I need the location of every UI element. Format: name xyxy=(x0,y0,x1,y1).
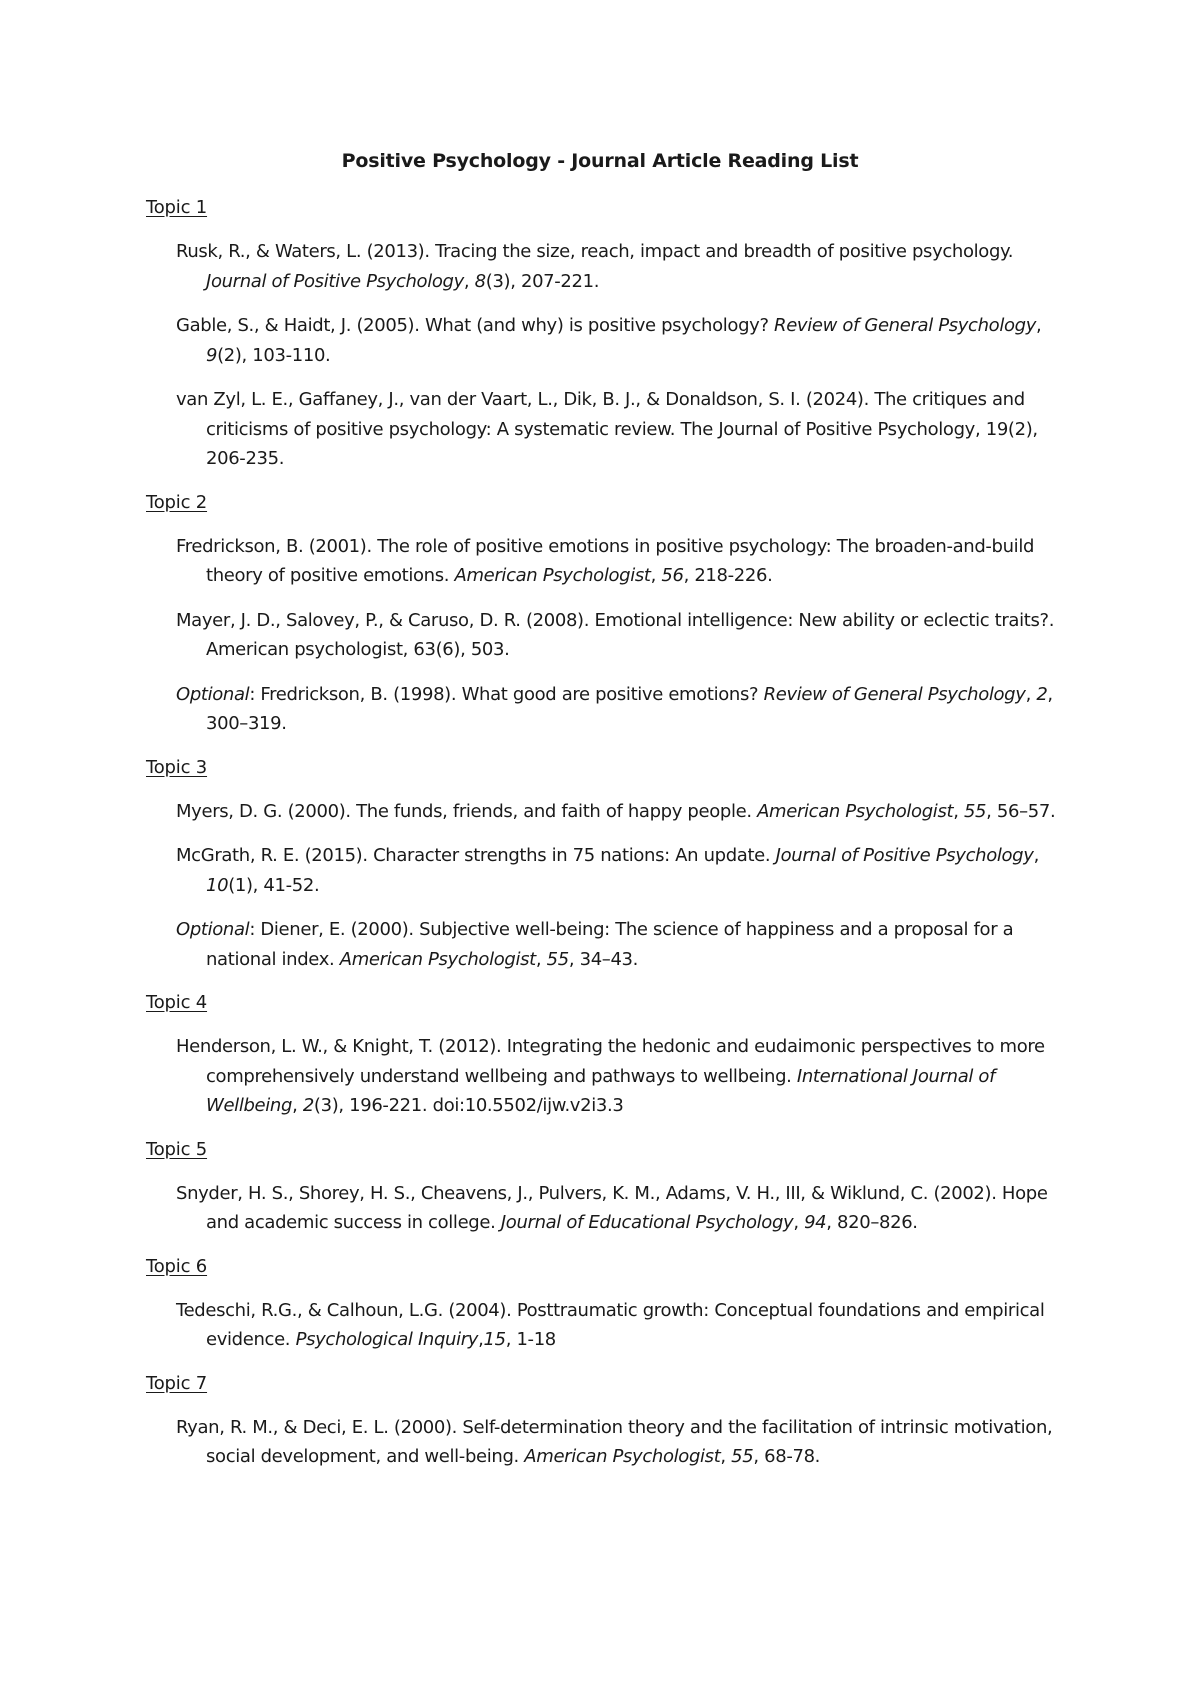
topic-heading: Topic 1 xyxy=(146,197,208,218)
reference-entry xyxy=(176,606,1066,665)
reference-text: (1), 41-52. xyxy=(228,874,320,896)
reference-text: Ryan, R. M., & Deci, E. L. (2000). Self-determination theory and the facilitation of intrinsic motivation, social development, and well-being. xyxy=(176,1416,1053,1467)
reference-text: , 68-78. xyxy=(753,1446,821,1467)
reference-italic-text: Journal of Positive Psychology xyxy=(775,845,1034,866)
reference-italic-text: Review of General Psychology xyxy=(774,315,1037,336)
reference-italic-text: International Journal of Wellbeing xyxy=(206,1065,996,1116)
reference-text: , 300–319. xyxy=(206,683,1053,734)
topic-section xyxy=(146,1252,1066,1355)
reference-text: , xyxy=(478,1329,484,1350)
reference-entry xyxy=(176,1179,1066,1238)
topic-heading: Topic 4 xyxy=(146,992,208,1013)
reference-entry xyxy=(176,915,1066,974)
reference-text: (3), 196-221. doi:10.5502/ijw.v2i3.3 xyxy=(313,1095,624,1116)
reference-italic-text: American Psychologist xyxy=(524,1446,721,1467)
reference-italic-text: American Psychologist xyxy=(454,565,651,586)
reference-entry xyxy=(176,1296,1066,1355)
page-title: Positive Psychology - Journal Article Reading List xyxy=(341,150,859,172)
topic-heading: Topic 5 xyxy=(146,1138,208,1160)
topic-heading: Topic 6 xyxy=(146,1255,208,1277)
topic-section xyxy=(146,488,1066,739)
reference-text: , xyxy=(1036,315,1042,336)
reference-entry xyxy=(176,532,1066,591)
reference-italic-text: Psychological Inquiry xyxy=(295,1329,479,1350)
reference-italic-text: 56 xyxy=(661,565,684,586)
reference-text: Fredrickson, B. (2001). The role of positive emotions in positive psychology: The broaden-and-build theory of positive emotions. xyxy=(176,535,1035,586)
reference-italic-text: 55 xyxy=(731,1446,754,1467)
reference-entry xyxy=(176,797,1066,827)
reference-entry xyxy=(176,237,1066,296)
reference-italic-text: Journal of Positive Psychology xyxy=(206,270,464,292)
reference-italic-text: Review of General Psychology xyxy=(763,683,1026,705)
topic-section xyxy=(146,988,1066,1121)
reference-text: , xyxy=(535,948,547,970)
topic-heading: Topic 7 xyxy=(146,1372,208,1394)
reference-entry xyxy=(176,1032,1066,1121)
reference-italic-text: 10 xyxy=(206,874,229,896)
reference-entry xyxy=(176,1413,1066,1472)
reference-italic-text: 9 xyxy=(206,344,218,366)
reference-italic-text: 2 xyxy=(302,1095,314,1116)
reference-text: Rusk, R., & Waters, L. (2013). Tracing the size, reach, impact and breadth of positive psychology. xyxy=(176,241,1014,262)
reference-text: , 1-18 xyxy=(505,1329,556,1350)
reference-text: Myers, D. G. (2000). The funds, friends, and faith of happy people. xyxy=(176,800,758,822)
reference-text: , 34–43. xyxy=(568,948,639,970)
reference-text: van Zyl, L. E., Gaffaney, J., van der Vaart, L., Dik, B. J., & Donaldson, S. I. (2024). The critiques and criticisms of positive psychology: A systematic review. The Journal of Positive Psychology, 19(2), 206-235. xyxy=(176,389,1038,469)
reference-text: Mayer, J. D., Salovey, P., & Caruso, D. R. (2008). Emotional intelligence: New ability or eclectic traits?. American psychologist, 63(6), 503. xyxy=(176,609,1055,660)
reference-italic-text: 8 xyxy=(474,270,486,292)
topic-section xyxy=(146,1135,1066,1238)
reference-text: Snyder, H. S., Shorey, H. S., Cheavens, J., Pulvers, K. M., Adams, V. H., III, & Wiklund, C. (2002). Hope and academic success in college. xyxy=(176,1182,1048,1233)
topic-section xyxy=(146,753,1066,975)
topic-heading: Topic 2 xyxy=(146,491,208,513)
reference-text: Gable, S., & Haidt, J. (2005). What (and why) is positive psychology? xyxy=(176,315,775,336)
reference-italic-text: 55 xyxy=(546,948,569,970)
reference-italic-text: 2 xyxy=(1036,683,1048,705)
reference-text: , xyxy=(292,1095,303,1116)
reference-text: , xyxy=(720,1446,732,1467)
reference-text: , 56–57. xyxy=(986,800,1056,822)
reference-text: , xyxy=(953,800,964,822)
reading-list xyxy=(146,193,1066,1486)
reference-italic-text: 55 xyxy=(963,800,987,822)
reference-italic-text: Optional xyxy=(176,683,250,705)
reference-italic-text: 94 xyxy=(804,1212,827,1233)
reference-italic-text: Journal of Educational Psychology xyxy=(500,1212,794,1233)
reference-text: (2), 103-110. xyxy=(217,344,331,366)
reference-text: , xyxy=(1025,683,1037,705)
topic-section xyxy=(146,1369,1066,1472)
reference-text: , xyxy=(1033,845,1039,866)
reference-text: Henderson, L. W., & Knight, T. (2012). Integrating the hedonic and eudaimonic perspectives to more comprehensively understand wellbeing and pathways to wellbeing. xyxy=(176,1036,1045,1087)
reference-text: , 218-226. xyxy=(683,565,773,586)
reference-text: McGrath, R. E. (2015). Character strengths in 75 nations: An update. xyxy=(176,845,776,866)
reference-text: : Diener, E. (2000). Subjective well-being: The science of happiness and a proposal for a national index. xyxy=(206,919,1014,970)
reference-text: , xyxy=(793,1212,805,1233)
reference-entry xyxy=(176,385,1066,474)
reference-text: (3), 207-221. xyxy=(485,270,600,292)
reference-italic-text: American Psychologist xyxy=(339,948,536,970)
topic-heading: Topic 3 xyxy=(146,756,208,778)
reference-text: , xyxy=(463,270,475,292)
reference-text: : Fredrickson, B. (1998). What good are positive emotions? xyxy=(249,683,764,705)
reference-italic-text: American Psychologist xyxy=(757,800,954,822)
reference-entry xyxy=(176,680,1066,739)
reference-text: Tedeschi, R.G., & Calhoun, L.G. (2004). Posttraumatic growth: Conceptual foundations and empirical evidence. xyxy=(176,1299,1045,1350)
reference-italic-text: 15 xyxy=(483,1329,506,1350)
reference-entry xyxy=(176,841,1066,900)
reference-text: , 820–826. xyxy=(826,1212,918,1233)
reference-entry xyxy=(176,311,1066,370)
reference-italic-text: Optional xyxy=(176,919,250,940)
reference-text: , xyxy=(650,565,662,586)
topic-section xyxy=(146,193,1066,474)
